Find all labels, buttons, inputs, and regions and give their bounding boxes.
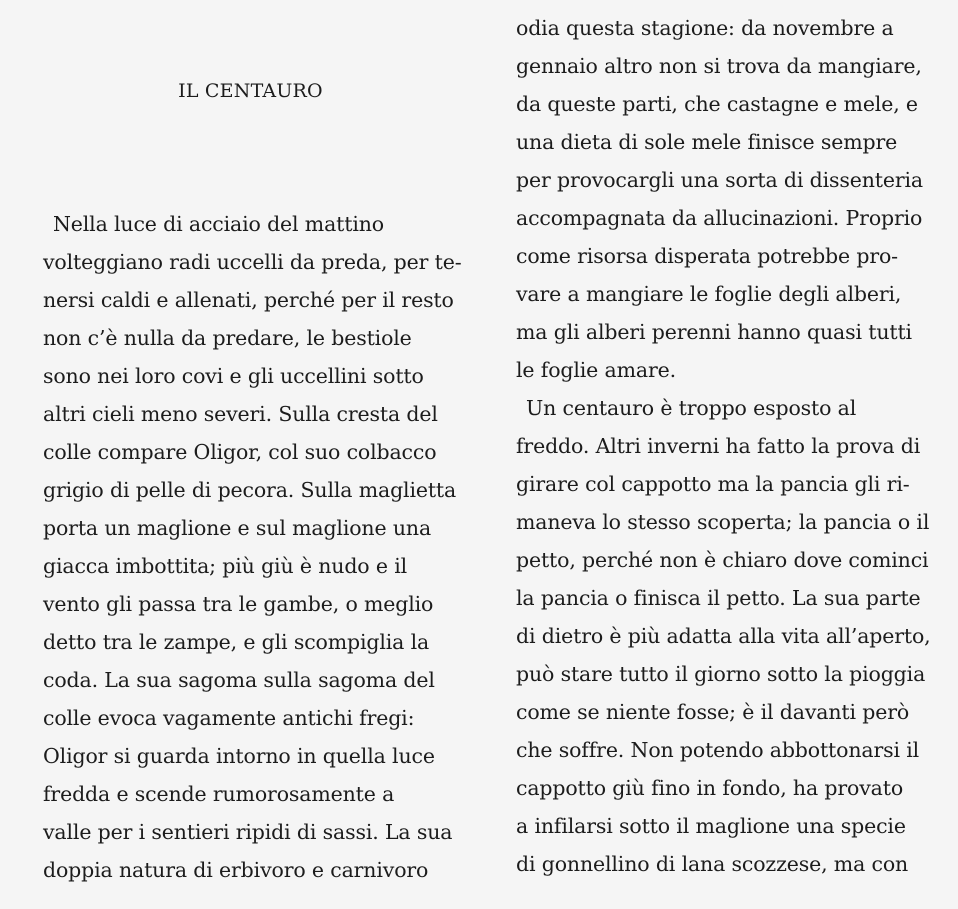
text-line: freddo. Altri inverni ha fatto la prova di (516, 434, 921, 458)
text-line: una dieta di sole mele finisce sempre (516, 130, 898, 154)
text-line: doppia natura di erbivoro e carnivoro (43, 858, 429, 882)
left-page-text (43, 209, 462, 893)
text-line: Nella luce di acciaio del mattino (53, 212, 384, 236)
text-line: da queste parti, che castagne e mele, e (516, 92, 918, 116)
text-line: Oligor si guarda intorno in quella luce (43, 744, 435, 768)
text-line: porta un maglione e sul maglione una (43, 516, 432, 540)
text-line: giacca imbottita; più giù è nudo e il (43, 554, 408, 578)
text-line: gennaio altro non si trova da mangiare, (516, 54, 922, 78)
text-line: le foglie amare. (516, 358, 676, 382)
text-line: colle compare Oligor, col suo colbacco (43, 440, 437, 464)
text-line: vento gli passa tra le gambe, o meglio (43, 592, 434, 616)
text-line: di gonnellino di lana scozzese, ma con (516, 852, 909, 876)
text-line: detto tra le zampe, e gli scompiglia la (43, 630, 430, 654)
text-line: la pancia o finisca il petto. La sua parte (516, 586, 921, 610)
text-line: fredda e scende rumorosamente a (43, 782, 395, 806)
text-line: di dietro è più adatta alla vita all’aperto, (516, 624, 931, 648)
right-page-text (516, 13, 931, 887)
text-line: come se niente fosse; è il davanti però (516, 700, 910, 724)
text-line: nersi caldi e allenati, perché per il resto (43, 288, 454, 312)
text-line: grigio di pelle di pecora. Sulla maglietta (43, 478, 457, 502)
text-line: a infilarsi sotto il maglione una specie (516, 814, 906, 838)
chapter-title: IL CENTAURO (178, 80, 323, 102)
text-line: ma gli alberi perenni hanno quasi tutti (516, 320, 912, 344)
text-line: che soffre. Non potendo abbottonarsi il (516, 738, 920, 762)
text-line: cappotto giù fino in fondo, ha provato (516, 776, 904, 800)
text-line: maneva lo stesso scoperta; la pancia o il (516, 510, 930, 534)
text-line: può stare tutto il giorno sotto la pioggia (516, 662, 926, 686)
text-line: per provocargli una sorta di dissenteria (516, 168, 923, 192)
text-line: altri cieli meno severi. Sulla cresta del (43, 402, 438, 426)
text-line: odia questa stagione: da novembre a (516, 16, 894, 40)
text-line: coda. La sua sagoma sulla sagoma del (43, 668, 435, 692)
text-line: vare a mangiare le foglie degli alberi, (516, 282, 902, 306)
text-line: volteggiano radi uccelli da preda, per te- (43, 250, 462, 274)
text-line: Un centauro è troppo esposto al (526, 396, 857, 420)
text-line: accompagnata da allucinazioni. Proprio (516, 206, 923, 230)
text-line: come risorsa disperata potrebbe pro- (516, 244, 898, 268)
text-line: petto, perché non è chiaro dove cominci (516, 548, 929, 572)
text-line: colle evoca vagamente antichi fregi: (43, 706, 415, 730)
text-line: valle per i sentieri ripidi di sassi. La sua (43, 820, 453, 844)
text-line: girare col cappotto ma la pancia gli ri- (516, 472, 910, 496)
text-line: sono nei loro covi e gli uccellini sotto (43, 364, 424, 388)
text-line: non c’è nulla da predare, le bestiole (43, 326, 412, 350)
